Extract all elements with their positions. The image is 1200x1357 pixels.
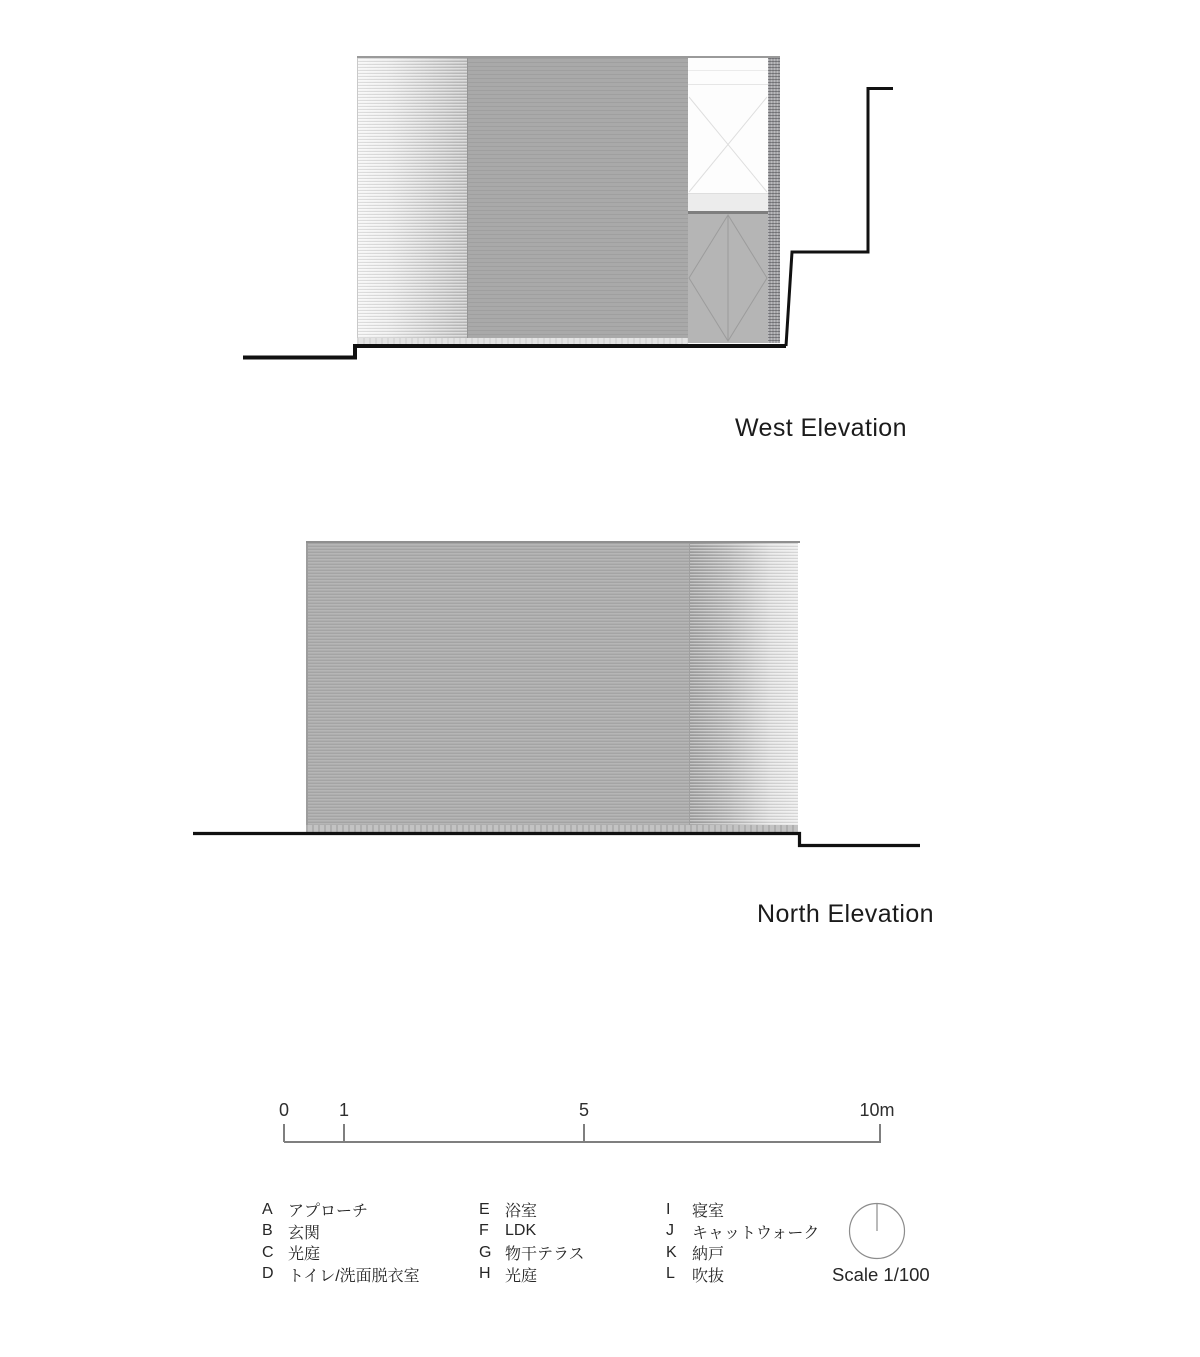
scale-bar-tick: [343, 1124, 345, 1142]
scale-bar-tick-label: 1: [338, 1100, 350, 1120]
scale-bar-tick-label: 5: [578, 1100, 590, 1120]
legend-item-key: B: [262, 1222, 273, 1240]
north-corrugated-panel: [689, 543, 798, 825]
legend-item-label: 浴室: [505, 1203, 538, 1221]
west-elevation-title: West Elevation: [735, 414, 907, 442]
legend-item-label: トイレ/洗面脱衣室: [288, 1267, 420, 1285]
legend-item-label: 光庭: [505, 1267, 538, 1285]
legend-item-label: キャットウォーク: [692, 1224, 820, 1242]
scale-bar-tick: [283, 1124, 285, 1142]
scale-bar-tick-label: 0: [278, 1100, 290, 1120]
scale-bar-tick-label: 10m: [859, 1100, 895, 1120]
scale-bar-tick: [879, 1124, 881, 1142]
legend-item-key: G: [479, 1243, 492, 1261]
north-elevation-title: North Elevation: [757, 900, 934, 928]
legend-item-key: K: [666, 1243, 677, 1261]
north-ground-line: [0, 800, 1200, 880]
legend-item-key: E: [479, 1200, 490, 1218]
legend-item-key: C: [262, 1243, 274, 1261]
scale-bar-tick: [583, 1124, 585, 1142]
legend-item-label: アプローチ: [288, 1203, 369, 1221]
legend-item-key: A: [262, 1200, 273, 1218]
legend-item-key: D: [262, 1265, 274, 1283]
legend-item: [262, 1242, 482, 1264]
legend-column: [262, 1199, 482, 1285]
legend-item-label: 物干テラス: [505, 1246, 585, 1264]
scale-note: Scale 1/100: [832, 1264, 930, 1285]
legend-item-label: 光庭: [288, 1246, 321, 1264]
legend-item-key: J: [666, 1222, 674, 1240]
legend-item-label: LDK: [505, 1222, 537, 1240]
legend-item-key: F: [479, 1222, 489, 1240]
legend-item: [262, 1221, 482, 1243]
north-main-wall-panel: [306, 543, 689, 825]
legend-item-label: 寝室: [692, 1203, 725, 1221]
legend-item: [262, 1264, 482, 1286]
legend-item-label: 吹抜: [692, 1267, 725, 1285]
legend-item-key: L: [666, 1265, 675, 1283]
legend-item-label: 玄関: [288, 1224, 321, 1242]
legend-item-label: 納戸: [692, 1246, 725, 1264]
legend-item-key: H: [479, 1265, 491, 1283]
west-ground-line: [0, 0, 1200, 500]
north-indicator-icon: [848, 1202, 906, 1260]
legend-item-key: I: [666, 1200, 671, 1218]
legend-item: [262, 1199, 482, 1221]
